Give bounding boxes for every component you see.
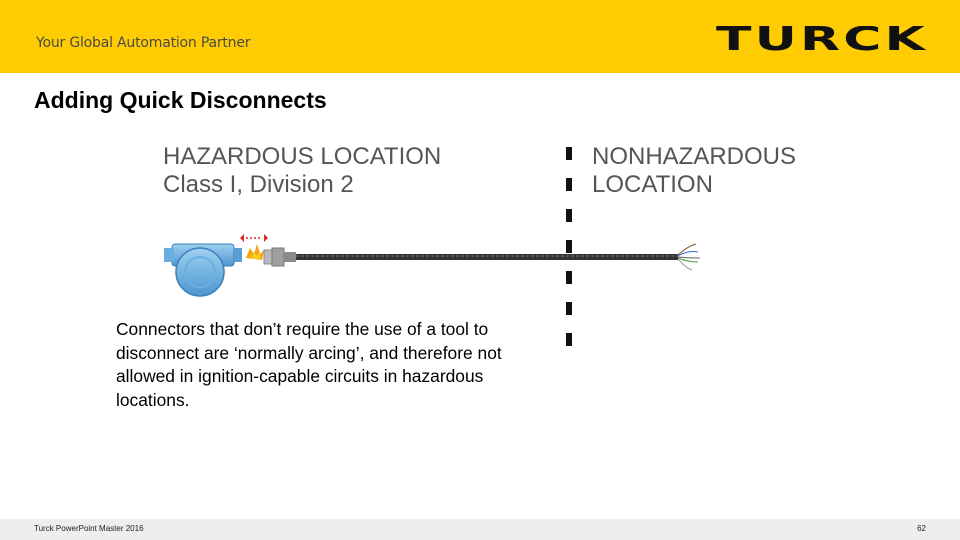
- body-text: Connectors that don’t require the use of a tool to disconnect are ‘normally arcing’, and therefore not allowed in ignition-capable circuits in hazardous locations.: [116, 319, 502, 410]
- footer-left-text: Turck PowerPoint Master 2016: [34, 524, 144, 533]
- footer-bar: [0, 519, 960, 540]
- hazardous-label-line1: HAZARDOUS LOCATION: [163, 143, 442, 170]
- sensor-cable-illustration: [160, 232, 705, 300]
- turck-logo: [716, 26, 928, 52]
- cable-wires-icon: [678, 244, 700, 270]
- header-bar: [0, 0, 960, 73]
- logo-text: TURCK: [716, 26, 928, 52]
- sensor-device-icon: [164, 244, 242, 296]
- nonhazardous-location-label: [592, 143, 796, 199]
- cable-icon: [296, 254, 678, 260]
- nonhazardous-label-line2: LOCATION: [592, 171, 713, 198]
- quick-disconnect-connector-icon: [264, 248, 296, 266]
- slide-title: Adding Quick Disconnects: [34, 87, 327, 113]
- hazardous-location-label: [163, 143, 441, 199]
- hazardous-label-line2: Class I, Division 2: [163, 171, 354, 198]
- tagline: Your Global Automation Partner: [36, 35, 251, 51]
- nonhazardous-label-line1: NONHAZARDOUS: [592, 143, 797, 170]
- page-number: 62: [917, 524, 926, 533]
